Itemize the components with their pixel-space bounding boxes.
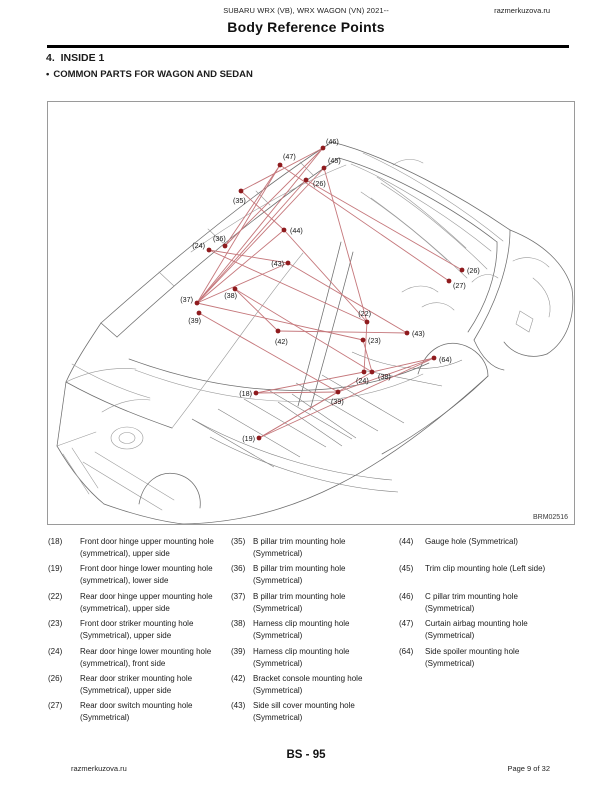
reference-point-label: (26) xyxy=(467,266,480,275)
legend-column-2 xyxy=(231,536,393,728)
reference-point-label: (22) xyxy=(358,309,371,318)
legend-item xyxy=(399,536,567,563)
legend-item-text: Rear door hinge lower mounting hole (symmetrical), front side xyxy=(80,646,212,668)
legend-item-text: B pillar trim mounting hole (Symmetrical) xyxy=(253,564,346,586)
legend-item-text: Trim clip mounting hole (Left side) xyxy=(425,564,546,574)
legend-item-number: (19) xyxy=(48,564,63,574)
reference-point-dot xyxy=(304,178,309,183)
legend-item-text: B pillar trim mounting hole (Symmetrical) xyxy=(253,591,346,613)
reference-point-label: (38) xyxy=(378,372,391,381)
legend-item-number: (36) xyxy=(231,564,246,574)
legend-item xyxy=(48,700,232,727)
leader-line xyxy=(199,313,338,392)
legend-item-text: Side sill cover mounting hole (Symmetrical) xyxy=(253,701,355,723)
legend-item xyxy=(48,646,232,673)
section-subheading-text: COMMON PARTS FOR WAGON AND SEDAN xyxy=(53,69,253,80)
leader-line xyxy=(197,165,280,303)
legend-item-number: (46) xyxy=(399,591,414,601)
legend-item-number: (27) xyxy=(48,701,63,711)
legend-item xyxy=(231,646,393,673)
reference-point-dot xyxy=(365,320,370,325)
car-body-wireframe-art xyxy=(57,142,573,524)
reference-point-label: (26) xyxy=(313,179,326,188)
reference-point-dot xyxy=(405,331,410,336)
legend-item-number: (47) xyxy=(399,619,414,629)
legend-item-text: Front door striker mounting hole (Symmetrical), upper side xyxy=(80,619,194,641)
leader-line xyxy=(235,289,278,331)
legend-item xyxy=(231,618,393,645)
legend-item-number: (38) xyxy=(231,619,246,629)
reference-point-label: (45) xyxy=(328,156,341,165)
reference-point-dot xyxy=(286,261,291,266)
leader-line xyxy=(241,148,323,191)
reference-point-dot xyxy=(223,244,228,249)
leader-line xyxy=(364,322,367,372)
reference-point-label: (23) xyxy=(368,336,381,345)
page-footer xyxy=(71,764,550,773)
legend-item-number: (45) xyxy=(399,564,414,574)
reference-point-dot xyxy=(322,166,327,171)
page-code: BS - 95 xyxy=(286,749,326,761)
reference-point-label: (47) xyxy=(283,152,296,161)
reference-point-dot xyxy=(362,370,367,375)
leader-line xyxy=(259,358,434,438)
legend-item-number: (43) xyxy=(231,701,246,711)
reference-point-dot xyxy=(197,311,202,316)
legend-item xyxy=(231,673,393,700)
legend-item-text: Front door hinge lower mounting hole (symmetrical), lower side xyxy=(80,564,213,586)
leader-line xyxy=(324,168,367,322)
legend-item-number: (35) xyxy=(231,537,246,546)
section-subheading xyxy=(46,69,253,80)
reference-point-label: (36) xyxy=(213,234,226,243)
reference-point-label: (42) xyxy=(275,337,288,346)
legend-item xyxy=(48,618,232,645)
legend-item-number: (42) xyxy=(231,673,246,683)
leader-line xyxy=(278,331,407,333)
legend-column-1 xyxy=(48,536,232,728)
reference-point-label: (35) xyxy=(233,196,246,205)
body-reference-diagram xyxy=(47,101,575,525)
reference-point-dot xyxy=(447,279,452,284)
leader-line xyxy=(235,289,372,372)
legend-item xyxy=(231,700,393,727)
reference-point-dot xyxy=(239,189,244,194)
legend-item-text: C pillar trim mounting hole (Symmetrical) xyxy=(425,591,518,613)
legend-item xyxy=(399,646,567,673)
title-divider xyxy=(47,45,569,48)
reference-point-label: (24) xyxy=(356,376,369,385)
legend-item xyxy=(399,563,567,590)
reference-point-dot xyxy=(254,391,259,396)
legend-item xyxy=(48,536,232,563)
reference-point-label: (18) xyxy=(239,389,252,398)
footer-site-text: razmerkuzova.ru xyxy=(71,764,127,773)
legend-column-3 xyxy=(399,536,567,673)
reference-point-label: (19) xyxy=(242,434,255,443)
reference-point-dot xyxy=(278,163,283,168)
reference-point-label: (44) xyxy=(290,226,303,235)
reference-point-label: (43) xyxy=(412,329,425,338)
leader-line xyxy=(280,165,449,281)
legend-item-number: (64) xyxy=(399,646,414,656)
legend-item-text: B pillar trim mounting hole (Symmetrical) xyxy=(253,537,346,559)
header-site-text: razmerkuzova.ru xyxy=(494,6,550,15)
legend-item-text: Harness clip mounting hole (Symmetrical) xyxy=(253,619,350,641)
leader-line xyxy=(197,148,323,303)
legend-item-text: Harness clip mounting hole (Symmetrical) xyxy=(253,646,350,668)
reference-point-dot xyxy=(321,146,326,151)
legend-item-text: Gauge hole (Symmetrical) xyxy=(425,537,518,546)
figure-code: BRM02516 xyxy=(532,514,568,521)
reference-point-label: (64) xyxy=(439,355,452,364)
legend-item-number: (18) xyxy=(48,537,63,546)
bullet-marker: • xyxy=(46,69,50,80)
reference-point-label: (27) xyxy=(453,281,466,290)
doc-title: SUBARU WRX (VB), WRX WAGON (VN) 2021-- xyxy=(223,6,389,15)
legend-item-text: Rear door switch mounting hole (Symmetrical) xyxy=(80,701,193,723)
legend-item-number: (23) xyxy=(48,619,63,629)
reference-point-dot xyxy=(282,228,287,233)
legend-item xyxy=(48,563,232,590)
reference-point-label: (46) xyxy=(326,137,339,146)
reference-point-label: (39) xyxy=(188,316,201,325)
reference-point-dot xyxy=(370,370,375,375)
legend-item-text: Rear door hinge upper mounting hole (symmetrical), upper side xyxy=(80,591,213,613)
reference-point-label: (39) xyxy=(331,397,344,406)
reference-point-dot xyxy=(361,338,366,343)
reference-point-label: (38) xyxy=(224,291,237,300)
legend-item xyxy=(231,536,393,563)
legend-item xyxy=(231,563,393,590)
legend-item-text: Curtain airbag mounting hole (Symmetrical) xyxy=(425,619,528,641)
legend-item-number: (44) xyxy=(399,537,414,546)
legend-item-text: Rear door striker mounting hole (Symmetrical), upper side xyxy=(80,673,193,696)
reference-point-dot xyxy=(276,329,281,334)
leader-line xyxy=(197,263,288,303)
legend-item-number: (37) xyxy=(231,591,246,601)
legend-item-text: Side spoiler mounting hole (Symmetrical) xyxy=(425,646,520,668)
diagram-svg xyxy=(48,102,574,524)
legend-item-number: (24) xyxy=(48,646,63,656)
reference-point-label: (24) xyxy=(192,241,205,250)
footer-page-info: Page 9 of 32 xyxy=(507,764,550,773)
leader-line xyxy=(225,165,280,246)
legend-item-text: Bracket console mounting hole (Symmetrical) xyxy=(253,673,363,696)
legend-item-number: (26) xyxy=(48,673,63,683)
reference-point-dot xyxy=(432,356,437,361)
reference-point-dot xyxy=(257,436,262,441)
reference-point-dot xyxy=(336,390,341,395)
legend-item xyxy=(399,591,567,618)
leader-line xyxy=(256,392,338,393)
legend-item xyxy=(399,618,567,645)
section-heading: 4. INSIDE 1 xyxy=(46,52,105,64)
reference-point-dot xyxy=(460,268,465,273)
legend-item xyxy=(231,591,393,618)
legend-item xyxy=(48,591,232,618)
reference-point-dot xyxy=(207,248,212,253)
legend-item-text: Front door hinge upper mounting hole (symmetrical), upper side xyxy=(80,537,214,559)
reference-point-label: (43) xyxy=(271,259,284,268)
reference-point-label: (37) xyxy=(180,295,193,304)
page-title: Body Reference Points xyxy=(227,19,385,35)
legend-item xyxy=(48,673,232,700)
legend-item-number: (39) xyxy=(231,646,246,656)
reference-point-dot xyxy=(195,301,200,306)
legend-item-number: (22) xyxy=(48,591,63,601)
